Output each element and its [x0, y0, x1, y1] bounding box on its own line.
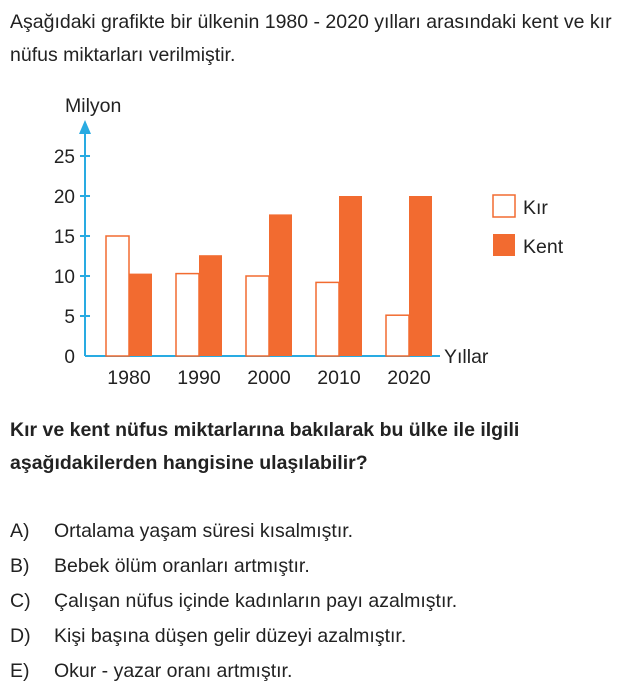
x-tick-label: 1990: [177, 367, 221, 389]
option-d[interactable]: [10, 619, 457, 654]
x-axis-label: Yıllar: [444, 346, 489, 368]
option-key: D): [10, 625, 31, 647]
bar-kir: [176, 274, 199, 356]
legend-label-kent: Kent: [523, 236, 564, 258]
y-tick-label: 0: [64, 347, 75, 368]
option-key: A): [10, 520, 30, 542]
x-tick-label: 2000: [247, 367, 291, 389]
x-tick-label: 1980: [107, 367, 151, 389]
option-a[interactable]: [10, 514, 457, 549]
bar-kir: [246, 276, 269, 356]
option-c[interactable]: [10, 584, 457, 619]
y-axis-label: Milyon: [65, 95, 122, 117]
option-e[interactable]: [10, 654, 457, 689]
option-text: Çalışan nüfus içinde kadınların payı azalmıştır.: [54, 590, 458, 612]
intro-text: Aşağıdaki grafikte bir ülkenin 1980 - 2020 yılları arasındaki kent ve kır nüfus miktarları verilmiştir.: [10, 11, 612, 66]
option-text: Ortalama yaşam süresi kısalmıştır.: [54, 520, 354, 542]
y-tick-label: 20: [53, 187, 75, 208]
x-tick-label: 2020: [387, 367, 431, 389]
bar-kir: [106, 236, 129, 356]
option-b[interactable]: [10, 549, 457, 584]
population-bar-chart: [0, 88, 637, 393]
option-key: C): [10, 590, 31, 612]
bar-kent: [199, 255, 222, 356]
bar-kir: [316, 282, 339, 356]
legend-swatch-kir: [493, 195, 515, 217]
legend-label-kir: Kır: [523, 197, 548, 219]
y-tick-label: 15: [53, 227, 75, 248]
option-text: Bebek ölüm oranları artmıştır.: [54, 555, 310, 577]
y-tick-label: 10: [53, 267, 75, 288]
answer-options: [10, 514, 457, 689]
bar-kent: [339, 196, 362, 356]
x-tick-label: 2010: [317, 367, 361, 389]
option-key: B): [10, 555, 30, 577]
bar-kir: [386, 315, 409, 356]
option-text: Okur - yazar oranı artmıştır.: [54, 660, 293, 682]
legend-swatch-kent: [493, 234, 515, 256]
y-axis-arrow: [79, 120, 91, 134]
bar-kent: [269, 214, 292, 356]
y-tick-label: 25: [53, 147, 75, 168]
question-text: Kır ve kent nüfus miktarlarına bakılarak bu ülke ile ilgili aşağıdakilerden hangisine ulaşılabilir?: [10, 419, 520, 474]
option-text: Kişi başına düşen gelir düzeyi azalmıştır.: [54, 625, 407, 647]
bar-kent: [129, 274, 152, 356]
y-tick-label: 5: [64, 307, 75, 328]
bar-kent: [409, 196, 432, 356]
option-key: E): [10, 660, 30, 682]
